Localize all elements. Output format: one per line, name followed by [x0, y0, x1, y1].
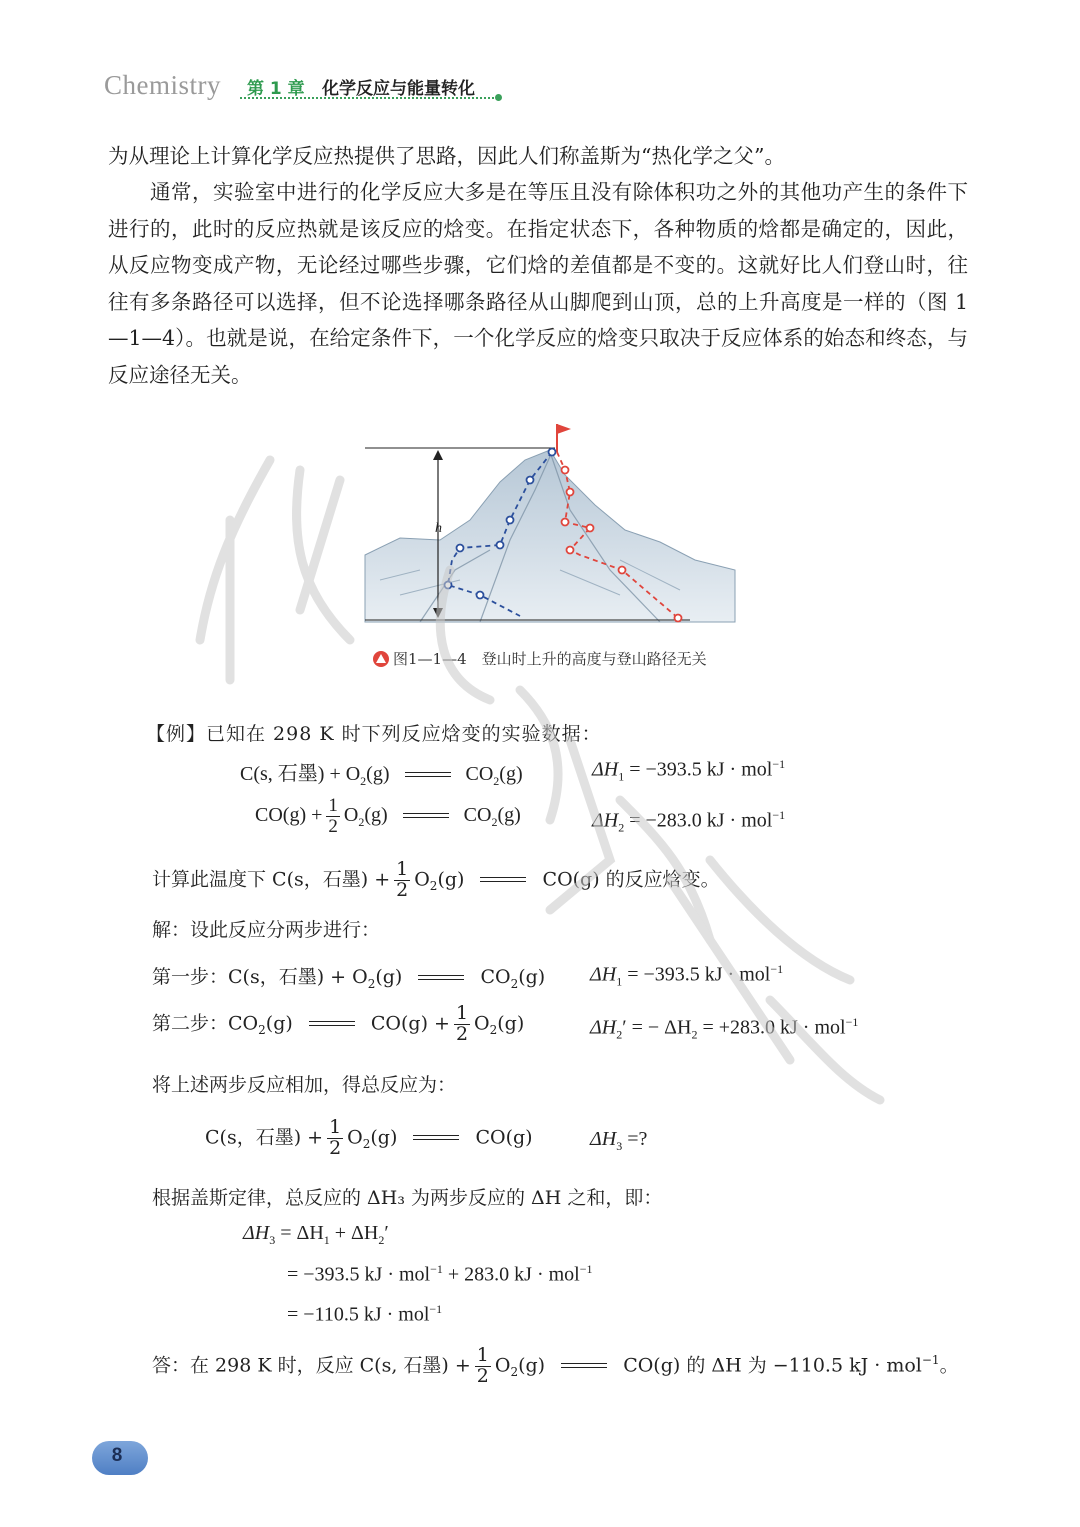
running-header-brand: Chemistry [104, 70, 221, 100]
header-dot [495, 94, 502, 101]
mountain-path-figure [360, 420, 740, 642]
total-enthalpy: $\Delta H_3$ =? [590, 1128, 648, 1153]
question-line: 计算此温度下 C(s，石墨) + $\frac{1}{2}$ $O_2(g)$ CO(g) 的反应焓变。 [152, 858, 720, 901]
calc-line-2: = −393.5 kJ · mol$^{-1}$ + 283.0 kJ · mol$^{-1}$ [287, 1262, 593, 1286]
chapter-number: 第 1 章 [247, 79, 305, 99]
reaction-arrow [405, 772, 451, 778]
calc-line-3: = −110.5 kJ · mol$^{-1}$ [287, 1302, 443, 1326]
equation-2-enthalpy: $\Delta H_2 = -283.0$ kJ · mol$^{-1}$ [592, 808, 786, 835]
caption-triangle-icon [372, 650, 390, 668]
page-number: 8 [111, 1445, 123, 1466]
step-1: 第一步：C(s，石墨) + $O_2(g)$ $CO_2(g)$ [152, 966, 546, 991]
reaction-arrow [561, 1363, 607, 1369]
chapter-title: 化学反应与能量转化 [322, 79, 475, 99]
reaction-arrow [403, 813, 449, 819]
step-2-enthalpy: $\Delta H_2'$ = − $\Delta H_2 = +283.0$ kJ · mol$^{-1}$ [590, 1015, 859, 1042]
answer-line: 答：在 298 K 时，反应 C(s, 石墨) + $\frac{1}{2}$ $O_2(g)$ CO(g) 的 ΔH 为 −110.5 kJ · mol$^{-1}$。 [152, 1344, 959, 1387]
example-intro: 【例】已知在 298 K 时下列反应焓变的实验数据： [146, 723, 602, 745]
reaction-arrow [418, 975, 464, 981]
paragraph-enthalpy: 通常，实验室中进行的化学反应大多是在等压且没有除体积功之外的其他功产生的条件下进行的，此时的反应热就是该反应的焓变。在指定状态下，各种物质的焓都是确定的，因此，从反应物变成产物，无论经过哪些步骤，它们焓的差值都是不变的。这就好比人们登山时，往往有多条路径可以选择，但不论选择哪条路径从山脚爬到山顶，总的上升高度是一样的（图 1—1—4）。也就是说，在给定条件下，一个化学反应的焓变只取决于反应体系的始态和终态，与反应途径无关。 [108, 180, 968, 387]
reaction-arrow [480, 877, 526, 883]
total-reaction: C(s，石墨) + $\frac{1}{2}$ $O_2(g)$ CO(g) [205, 1116, 533, 1159]
height-label: h [435, 521, 442, 536]
reaction-arrow [309, 1021, 355, 1027]
step-1-enthalpy: $\Delta H_1 = -393.5$ kJ · mol$^{-1}$ [590, 962, 784, 989]
step-2: 第二步：$CO_2(g) CO(g)$ + $\frac{1}{2}$ $O_2(g)$ [152, 1002, 525, 1045]
equation-1-enthalpy: $\Delta H_1 = -393.5$ kJ · mol$^{-1}$ [592, 757, 786, 784]
paragraph-continuation: 为从理论上计算化学反应热提供了思路，因此人们称盖斯为“热化学之父”。 [108, 144, 785, 168]
equation-2: CO(g) + $\frac{1}{2}$ $O_2(g)$ $CO_2(g)$ [255, 795, 521, 837]
mountain-shape [365, 450, 735, 622]
combine-line: 将上述两步反应相加，得总反应为： [152, 1074, 457, 1096]
hess-law-line: 根据盖斯定律，总反应的 ΔH₃ 为两步反应的 ΔH 之和，即： [152, 1187, 663, 1209]
figure-caption: 图1—1—4 登山时上升的高度与登山路径无关 [393, 650, 707, 668]
equation-1: C(s, 石墨) + $O_2(g)$ $CO_2(g)$ [240, 763, 523, 788]
header-dotted-rule [240, 97, 498, 99]
reaction-arrow [413, 1135, 459, 1141]
calc-line-1: $\Delta H_3 = \Delta H_1 + \Delta H_2'$ [243, 1222, 389, 1247]
solution-intro: 解：设此反应分两步进行： [152, 919, 381, 941]
